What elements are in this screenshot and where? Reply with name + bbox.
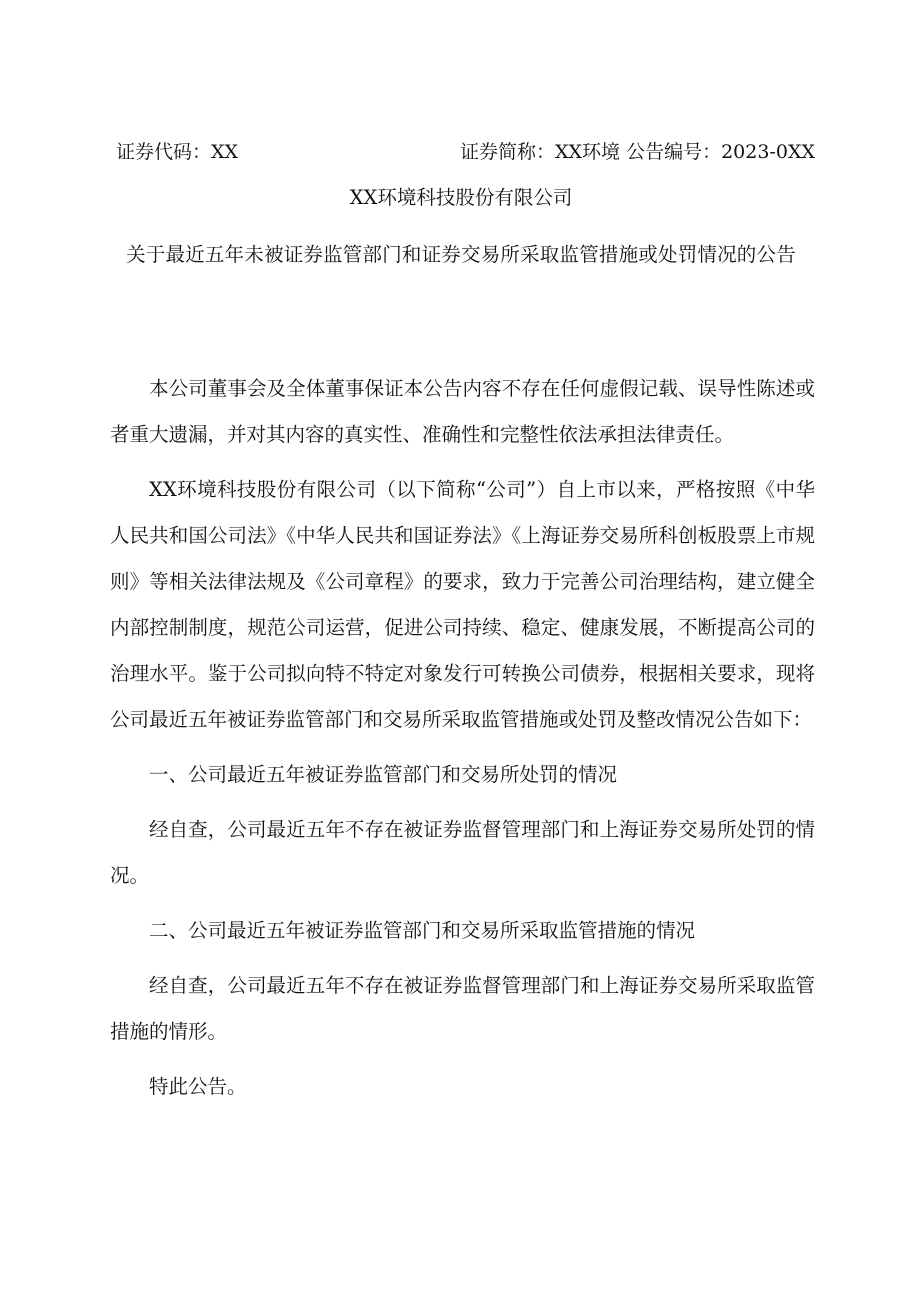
- announcement-header: [110, 137, 815, 167]
- paragraph-disclaimer: 本公司董事会及全体董事保证本公告内容不存在任何虚假记载、误导性陈述或者重大遗漏，并对其内容的真实性、准确性和完整性依法承担法律责任。: [110, 377, 815, 446]
- paragraph-closing: 特此公告。: [149, 1075, 247, 1098]
- paragraph-penalties: 经自查，公司最近五年不存在被证券监督管理部门和上海证券交易所处罚的情况。: [110, 818, 815, 887]
- title-block: [105, 183, 817, 279]
- paragraph-background: XX环境科技股份有限公司（以下简称“公司”）自上市以来，严格按照《中华人民共和国公司法》《中华人民共和国证券法》《上海证券交易所科创板股票上市规则》等相关法律法规及《公司章程》的要求，致力于完善公司治理结构，建立健全内部控制制度，规范公司运营，促进公司持续、稳定、健康发展，不断提高公司的治理水平。鉴于公司拟向特不特定对象发行可转换公司债券，根据相关要求，现将公司最近五年被证券监管部门和交易所采取监管措施或处罚及整改情况公告如下：: [110, 478, 815, 731]
- announcement-title: 关于最近五年未被证券监管部门和证券交易所采取监管措施或处罚情况的公告: [126, 243, 796, 266]
- stock-code: 证券代码：XX: [116, 141, 239, 163]
- section-heading-penalties: 一、公司最近五年被证券监管部门和交易所处罚的情况: [149, 763, 618, 786]
- stock-abbr-and-number: 证券简称：XX环境 公告编号：2023-0XX: [459, 141, 815, 163]
- announcement-body: [110, 366, 815, 1119]
- section-heading-measures: 二、公司最近五年被证券监管部门和交易所采取监管措施的情况: [149, 919, 696, 942]
- paragraph-measures: 经自查，公司最近五年不存在被证券监督管理部门和上海证券交易所采取监管措施的情形。: [110, 974, 815, 1043]
- company-name: XX环境科技股份有限公司: [349, 186, 573, 209]
